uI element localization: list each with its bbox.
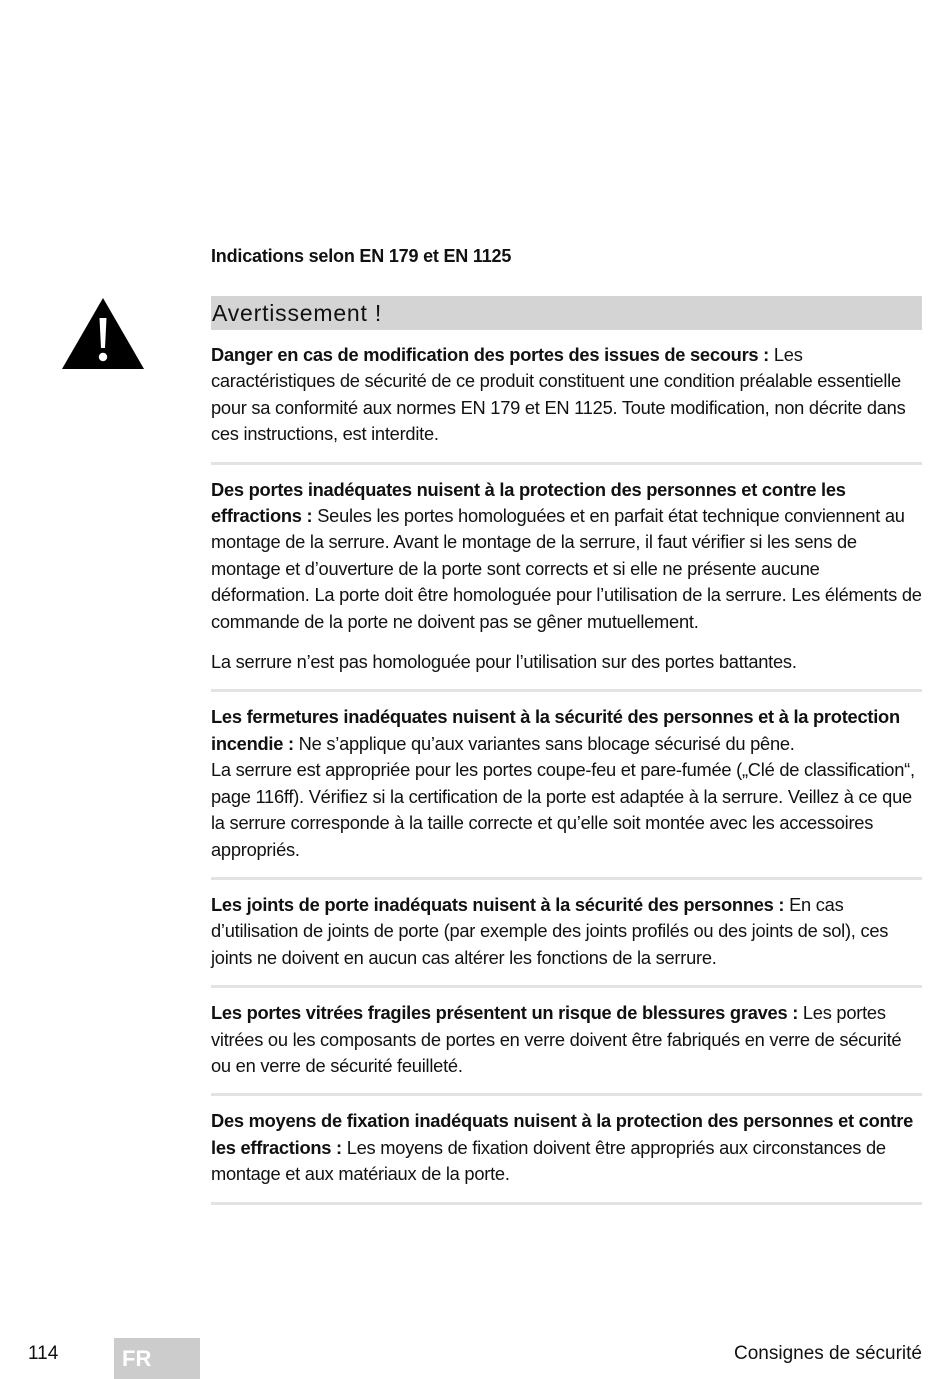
page-heading: Indications selon EN 179 et EN 1125	[211, 246, 512, 266]
section-lead: Les fermetures inadéquates nuisent à la sécurité des personnes et à la protection incendie :	[211, 706, 900, 754]
warning-triangle-icon	[60, 296, 146, 372]
section-paragraph	[211, 1000, 922, 1079]
section-text: En cas d’utilisation de joints de porte (par exemple des joints profilés ou des joints de sol), ces joints ne doivent en aucun cas altérer les fonctions de la serrure.	[211, 893, 889, 968]
section-text: Les caractéristiques de sécurité de ce produit constituent une condition préalable essentielle pour sa conformité aux normes EN 179 et EN 1125. Toute modification, non décrite dans ces instructions, est interdite.	[211, 344, 906, 445]
section-fixings	[211, 1108, 922, 1204]
warning-title-bar	[211, 296, 922, 330]
section-text: Seules les portes homologuées et en parfait état technique conviennent au montage de la serrure. Avant le montage de la serrure, il faut vérifier si les sens de montage et d’ouverture de la porte sont corrects et si elle ne présente aucune déformation. La porte doit être homologuée pour l’utilisation de la serrure. Les éléments de commande de la porte ne doivent pas se gêner mutuellement.	[211, 505, 922, 632]
section-text: Les moyens de fixation doivent être appropriés aux circonstances de montage et aux matériaux de la porte.	[211, 1136, 886, 1185]
section-paragraph	[211, 892, 922, 971]
language-badge: FR	[114, 1338, 200, 1379]
section-inadequate-doors	[211, 477, 922, 693]
section-paragraph	[211, 1108, 922, 1187]
footer-section-title: Consignes de sécurité	[734, 1343, 922, 1364]
section-paragraph	[211, 704, 922, 862]
warning-title: Avertissement !	[212, 300, 383, 326]
section-paragraph	[211, 477, 922, 635]
section-text: Les portes vitrées ou les composants de portes en verre doivent être fabriqués en verre de sécurité ou en verre de sécurité feuilleté.	[211, 1002, 902, 1076]
section-inadequate-closures	[211, 704, 922, 879]
page-number: 114	[28, 1343, 59, 1364]
section-text: Ne s’applique qu’aux variantes sans blocage sécurisé du pêne.	[298, 732, 795, 754]
section-extra: La serrure est appropriée pour les portes coupe-feu et pare-fumée („Clé de classification“, page 116ff). Vérifiez si la certification de la porte est adaptée à la serrure. Veillez à ce que la serrure corresponde à la taille correcte et qu’elle soit montée avec les accessoires appropriés.	[211, 759, 915, 860]
section-lead: Danger en cas de modification des portes des issues de secours :	[211, 344, 770, 365]
section-lead: Des moyens de fixation inadéquats nuisent à la protection des personnes et contre les effractions :	[211, 1110, 914, 1158]
section-lead: Les portes vitrées fragiles présentent un risque de blessures graves :	[211, 1002, 799, 1024]
section-door-seals	[211, 892, 922, 988]
section-extra: La serrure n’est pas homologuée pour l’utilisation sur des portes battantes.	[211, 651, 797, 673]
section-lead: Des portes inadéquates nuisent à la protection des personnes et contre les effractions :	[211, 478, 846, 527]
section-glass-doors	[211, 1000, 922, 1096]
safety-sections	[211, 342, 922, 1217]
section-emergency-doors	[211, 342, 922, 465]
section-paragraph	[211, 342, 922, 448]
section-lead: Les joints de porte inadéquats nuisent à la sécurité des personnes :	[211, 893, 785, 915]
